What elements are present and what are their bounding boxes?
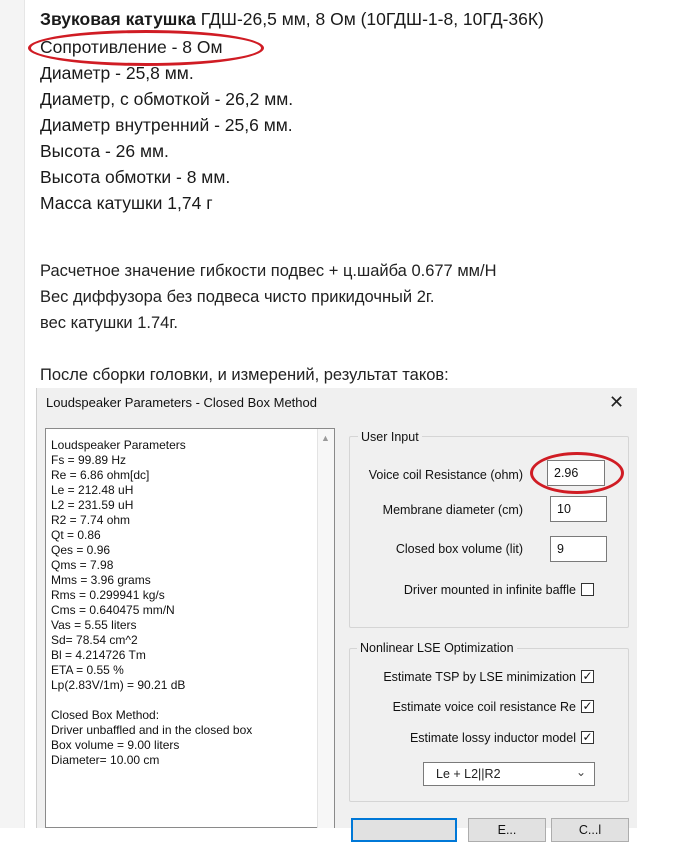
page-margin [0, 0, 25, 828]
results-line: L2 = 231.59 uH [51, 498, 134, 512]
results-line: ETA = 0.55 % [51, 663, 124, 677]
results-line: Driver unbaffled and in the closed box [51, 723, 253, 737]
results-line: R2 = 7.74 ohm [51, 513, 131, 527]
chevron-down-icon: ⌄ [575, 765, 586, 779]
coil-heading: Звуковая катушка ГДШ-26,5 мм, 8 Ом (10ГДШ-1-8, 10ГД-36К) [40, 9, 544, 29]
results-line: Qes = 0.96 [51, 543, 111, 557]
spec-resistance: Сопротивление - 8 Ом [40, 37, 223, 57]
dialog-title: Loudspeaker Parameters - Closed Box Method [46, 395, 317, 410]
spec-inner-diameter: Диаметр внутренний - 25,6 мм. [40, 115, 293, 135]
results-line: Closed Box Method: [51, 708, 160, 722]
results-line: Box volume = 9.00 liters [51, 738, 180, 752]
spec-diameter-winding: Диаметр, с обмоткой - 26,2 мм. [40, 89, 294, 109]
membrane-diameter-label: Membrane diameter (cm) [382, 503, 523, 517]
cancel-button[interactable]: C...l [551, 818, 629, 842]
results-line: Cms = 0.640475 mm/N [51, 603, 175, 617]
results-line: Rms = 0.299941 kg/s [51, 588, 165, 602]
estimate-tsp-label: Estimate TSP by LSE minimization [383, 670, 576, 684]
infinite-baffle-checkbox[interactable] [581, 583, 594, 596]
user-input-group-title: User Input [358, 430, 422, 444]
infinite-baffle-label: Driver mounted in infinite baffle [403, 583, 576, 597]
spec-height: Высота - 26 мм. [40, 141, 169, 161]
results-line: Fs = 99.89 Hz [51, 453, 127, 467]
loudspeaker-parameters-dialog [36, 388, 637, 837]
results-line: Qms = 7.98 [51, 558, 114, 572]
estimate-re-label: Estimate voice coil resistance Re [392, 700, 576, 714]
spec-coil-mass: Масса катушки 1,74 г [40, 193, 213, 213]
export-button[interactable]: E... [468, 818, 546, 842]
textarea-scrollbar[interactable] [317, 429, 334, 828]
box-volume-label: Closed box volume (lit) [395, 542, 523, 556]
estimate-lossy-label: Estimate lossy inductor model [409, 731, 576, 745]
results-textarea[interactable] [45, 428, 335, 828]
results-line: Sd= 78.54 cm^2 [51, 633, 138, 647]
close-icon[interactable]: ✕ [609, 392, 625, 412]
results-line: Diameter= 10.00 cm [51, 753, 160, 767]
lse-group-title: Nonlinear LSE Optimization [357, 641, 517, 655]
highlight-oval-resistance [28, 30, 264, 66]
inductor-model-select[interactable] [423, 762, 595, 786]
paragraph-line: Вес диффузора без подвеса чисто прикидочный 2г. [40, 288, 435, 306]
voice-coil-label: Voice coil Resistance (ohm) [368, 468, 523, 482]
box-volume-input[interactable] [550, 536, 607, 562]
results-line: Loudspeaker Parameters [51, 438, 186, 452]
results-line: Mms = 3.96 grams [51, 573, 151, 587]
results-line: Qt = 0.86 [51, 528, 101, 542]
results-line: Lp(2.83V/1m) = 90.21 dB [51, 678, 186, 692]
results-line: Le = 212.48 uH [51, 483, 134, 497]
highlight-oval-voice-coil [530, 452, 624, 494]
estimate-lossy-checkbox[interactable]: ✓ [582, 730, 593, 744]
estimate-tsp-checkbox[interactable]: ✓ [582, 669, 593, 683]
scroll-up-arrow-icon[interactable]: ▲ [321, 433, 330, 443]
estimate-re-checkbox[interactable]: ✓ [582, 699, 593, 713]
membrane-diameter-input[interactable] [550, 496, 607, 522]
paragraph-line: Расчетное значение гибкости подвес + ц.шайба 0.677 мм/Н [40, 262, 497, 280]
results-line: Bl = 4.214726 Tm [51, 648, 146, 662]
result-intro: После сборки головки, и измерений, результат таков: [40, 366, 449, 384]
spec-winding-height: Высота обмотки - 8 мм. [40, 167, 231, 187]
spec-diameter: Диаметр - 25,8 мм. [40, 63, 194, 83]
paragraph-line: вес катушки 1.74г. [40, 314, 178, 332]
ok-button[interactable] [351, 818, 457, 842]
results-line: Re = 6.86 ohm[dc] [51, 468, 150, 482]
inductor-model-value: Le + L2||R2 [436, 767, 501, 781]
results-line: Vas = 5.55 liters [51, 618, 137, 632]
